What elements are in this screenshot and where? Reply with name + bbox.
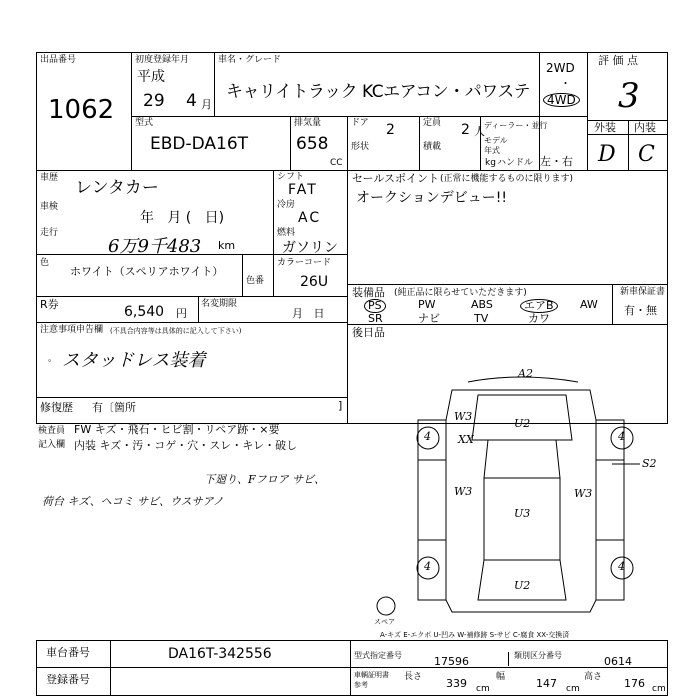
- model-label: 型式: [135, 118, 154, 128]
- inspection-value: 年 月 ( 日): [140, 210, 225, 226]
- km-unit: km: [218, 239, 236, 252]
- color-code-value: 26U: [300, 274, 329, 290]
- width-value: 147: [536, 677, 557, 690]
- interior-value: C: [638, 142, 655, 167]
- history-label: 車歴: [40, 173, 59, 183]
- notes-label: 注意事項申告欄: [40, 325, 104, 335]
- category-value: 0614: [604, 655, 632, 668]
- notes-value: スタッドレス装着: [62, 350, 206, 371]
- comment-2: 荷台 キズ、ヘコミ サビ、ウスサアノ: [42, 495, 224, 508]
- color-code-label: カラーコード: [277, 258, 332, 268]
- warranty-value: 有・無: [624, 304, 657, 317]
- back-label: 後日品: [352, 326, 385, 339]
- equip-aw: AW: [580, 298, 598, 311]
- dealer-label: ディーラー・並行: [484, 121, 548, 130]
- handle-label: ハンドル: [497, 158, 534, 168]
- equip-note: (純正品に限らせていただきます): [394, 288, 527, 298]
- height-unit: cm: [652, 684, 666, 694]
- inspector-label: 検査員: [38, 426, 66, 436]
- expiry-value: 月 日: [292, 307, 325, 320]
- height-label: 高さ: [584, 672, 603, 682]
- history-value: レンタカー: [75, 178, 159, 198]
- rating-value: 3: [618, 76, 640, 116]
- repair-label: 修復歴: [40, 401, 73, 414]
- ac-value: AC: [298, 210, 322, 226]
- yen-unit: 円: [176, 307, 187, 320]
- damage-w3-cab: W3: [454, 410, 473, 423]
- name-label: 車名・グレード: [218, 55, 282, 65]
- sales-value: オークションデビュー!!: [356, 190, 507, 206]
- reg-label: 登録番号: [46, 673, 90, 686]
- cc-unit: CC: [330, 158, 343, 168]
- equip-pw: PW: [418, 298, 436, 311]
- checklist-row2: 内装 キズ・汚・コゲ・穴・スレ・キレ・破し: [74, 439, 298, 452]
- era: 平成: [137, 69, 165, 85]
- repair-value: 有〔箇所: [92, 401, 136, 414]
- equip-label: 装備品: [352, 286, 385, 299]
- capacity-label: 定員: [423, 118, 442, 128]
- model-year-label: モデル 年式: [484, 136, 508, 155]
- spare-label: スペア: [374, 618, 395, 626]
- color-no-label: 色番: [246, 276, 265, 286]
- type-spec-value: 17596: [434, 655, 469, 668]
- damage-u3-bed: U3: [514, 507, 531, 520]
- shift-value: FAT: [288, 182, 318, 198]
- month-unit: 月: [201, 98, 212, 111]
- equip-ps: PS: [364, 299, 386, 313]
- sales-note: (正常に機能するものに限ります): [440, 174, 574, 184]
- person-unit: 人: [474, 125, 485, 138]
- reg-month: 4: [186, 91, 197, 111]
- warranty-label: 新車保証書: [620, 287, 666, 297]
- notes-sub: (不具合内容等は具体的に記入して下さい): [110, 327, 242, 335]
- wheel-rl: 4: [424, 560, 431, 573]
- damage-w3-right: W3: [574, 487, 593, 500]
- length-unit: cm: [476, 684, 490, 694]
- damage-a2: A2: [518, 367, 533, 380]
- equip-abs: ABS: [471, 298, 493, 311]
- category-label: 類別区分番号: [514, 651, 562, 660]
- interior-label: 内装: [634, 121, 656, 134]
- exterior-value: D: [598, 142, 616, 167]
- length-value: 339: [446, 677, 467, 690]
- width-label: 幅: [496, 672, 506, 682]
- height-value: 176: [624, 677, 645, 690]
- recycle-value: 6,540: [124, 304, 165, 320]
- damage-legend: A-キズ E-エクボ U-凹み W-補修跡 S-サビ C-腐食 XX-交換済: [380, 631, 570, 639]
- inspection-label: 車検: [40, 202, 59, 212]
- chassis-value: DA16T-342556: [168, 646, 272, 662]
- equip-navi: ナビ: [418, 312, 440, 325]
- exterior-label: 外装: [594, 121, 616, 134]
- equip-sr: SR: [368, 312, 383, 325]
- door-label: ドア: [351, 118, 369, 128]
- damage-s2: S2: [642, 457, 657, 470]
- shape-label: 形状: [351, 142, 370, 152]
- entry-label: 記入欄: [38, 440, 66, 450]
- handle-value: 左・右: [540, 155, 573, 168]
- color-value: ホワイト（スペリアホワイト）: [70, 265, 224, 278]
- equip-airbag: エアB: [520, 299, 558, 313]
- lot-number: 1062: [48, 95, 115, 125]
- checklist-row1: FW キズ・飛石・ヒビ割・リペア跡・×要: [74, 423, 280, 436]
- car-name: キャリイトラック KCエアコン・パワステ: [226, 82, 530, 102]
- damage-u2-front: U2: [514, 417, 531, 430]
- recycle-label: R券: [40, 298, 59, 311]
- equip-tv: TV: [474, 312, 489, 325]
- dims-label: 車輌証明書 参考: [354, 671, 389, 689]
- color-label: 色: [40, 258, 50, 268]
- reg-year: 29: [143, 91, 165, 111]
- displacement-label: 排気量: [294, 118, 322, 128]
- load-label: 積載: [423, 142, 442, 152]
- damage-u2-rear: U2: [514, 579, 531, 592]
- drive-2wd: 2WD: [546, 61, 575, 75]
- length-label: 長さ: [404, 672, 423, 682]
- model-value: EBD-DA16T: [150, 134, 249, 154]
- wheel-fl: 4: [424, 430, 431, 443]
- wheel-fr: 4: [618, 430, 625, 443]
- type-spec-label: 型式指定番号: [354, 651, 402, 660]
- damage-w3-left: W3: [454, 485, 473, 498]
- shift-label: シフト: [277, 172, 305, 182]
- ac-label: 冷房: [277, 200, 296, 210]
- capacity-value: 2: [461, 122, 470, 138]
- comment-1: 下廻り、Fフロア サビ、: [204, 473, 326, 486]
- mileage-label: 走行: [40, 228, 59, 238]
- damage-xx: XX: [458, 433, 474, 446]
- fuel-value: ガソリン: [282, 240, 338, 256]
- equip-leather: カワ: [528, 312, 550, 325]
- width-unit: cm: [566, 684, 580, 694]
- sales-label: セールスポイント: [352, 172, 440, 185]
- door-value: 2: [386, 122, 395, 138]
- first-reg-label: 初度登録年月: [135, 55, 190, 65]
- lot-label: 出品番号: [40, 55, 77, 65]
- expiry-label: 名変期限: [201, 299, 238, 309]
- fuel-label: 燃料: [277, 228, 296, 238]
- rating-label: 評 価 点: [598, 54, 638, 67]
- displacement-value: 658: [296, 134, 329, 154]
- drive-4wd: 4WD: [543, 93, 580, 107]
- chassis-label: 車台番号: [46, 646, 90, 659]
- mileage-value: 6万9千483: [108, 236, 202, 257]
- kg-unit: kg: [485, 158, 496, 168]
- wheel-rr: 4: [618, 560, 625, 573]
